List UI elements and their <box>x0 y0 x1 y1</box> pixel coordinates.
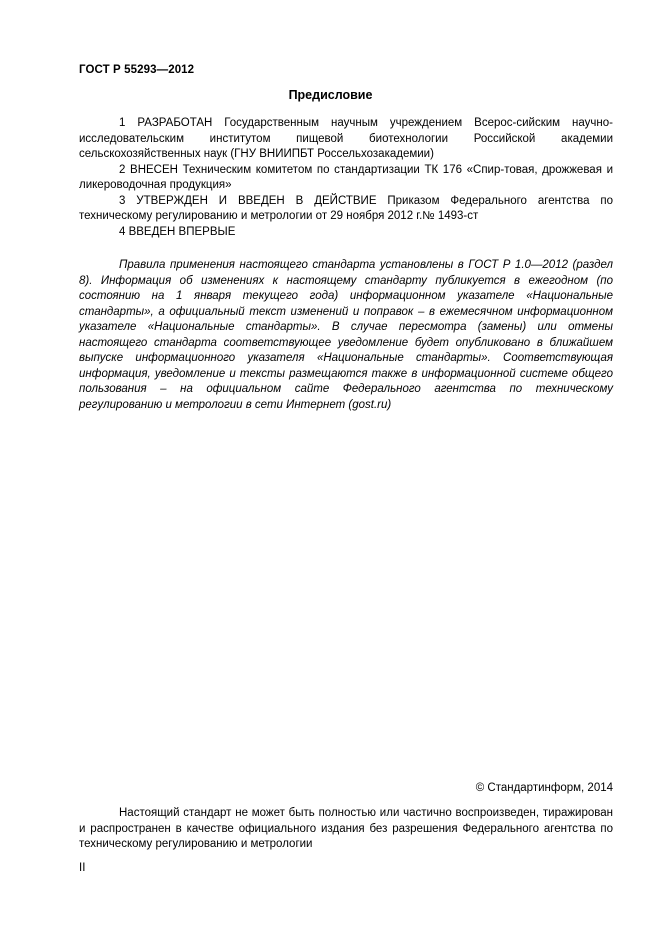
reproduction-notice-text: Настоящий стандарт не может быть полностью или частично воспроизведен, тиражирован и распространен в качестве официального издания без разрешения Федерального агентства по техническому регулированию и метрологии <box>79 807 613 850</box>
reproduction-notice <box>79 806 613 853</box>
rules-paragraph: Правила применения настоящего стандарта установлены в ГОСТ Р 1.0—2012 (раздел 8). Информация об изменениях к настоящему стандарту публикуется в ежегодном (по состоянию на 1 января текущего года) информационном указателе «Национальные стандарты», а официальный текст изменений и поправок – в ежемесячном информационном указателе «Национальные стандарты». В случае пересмотра (замены) или отмены настоящего стандарта соответствующее уведомление будет опубликовано в ближайшем выпуске информационного указателя «Национальные стандарты». Соответствующая информация, уведомление и тексты размещаются также в информационной системе общего пользования – на официальном сайте Федерального агентства по техническому регулированию и метрологии в сети Интернет (gost.ru) <box>79 259 613 411</box>
standard-code: ГОСТ Р 55293—2012 <box>79 64 195 76</box>
copyright-line: © Стандартинформ, 2014 <box>475 782 613 794</box>
foreword-item-approved: 3 УТВЕРЖДЕН И ВВЕДЕН В ДЕЙСТВИЕ Приказом Федерального агентства по техническому регулированию и метрологии от 29 ноября 2012 г.№ 1493-ст <box>79 194 613 222</box>
foreword-item-introduced: 2 ВНЕСЕН Техническим комитетом по стандартизации ТК 176 «Спир-товая, дрожжевая и ликероводочная продукция» <box>79 163 613 191</box>
page-title: Предисловие <box>288 88 373 102</box>
page-number: II <box>79 862 86 874</box>
foreword-list <box>79 116 613 240</box>
foreword-item-first-introduced: 4 ВВЕДЕН ВПЕРВЫЕ <box>119 225 236 238</box>
foreword-item-developed: 1 РАЗРАБОТАН Государственным научным учреждением Всерос-сийским научно-исследовательским институтом пищевой биотехнологии Российской академии сельскохозяйственных наук (ГНУ ВНИИПБТ Россельхозакадемии) <box>79 117 613 160</box>
